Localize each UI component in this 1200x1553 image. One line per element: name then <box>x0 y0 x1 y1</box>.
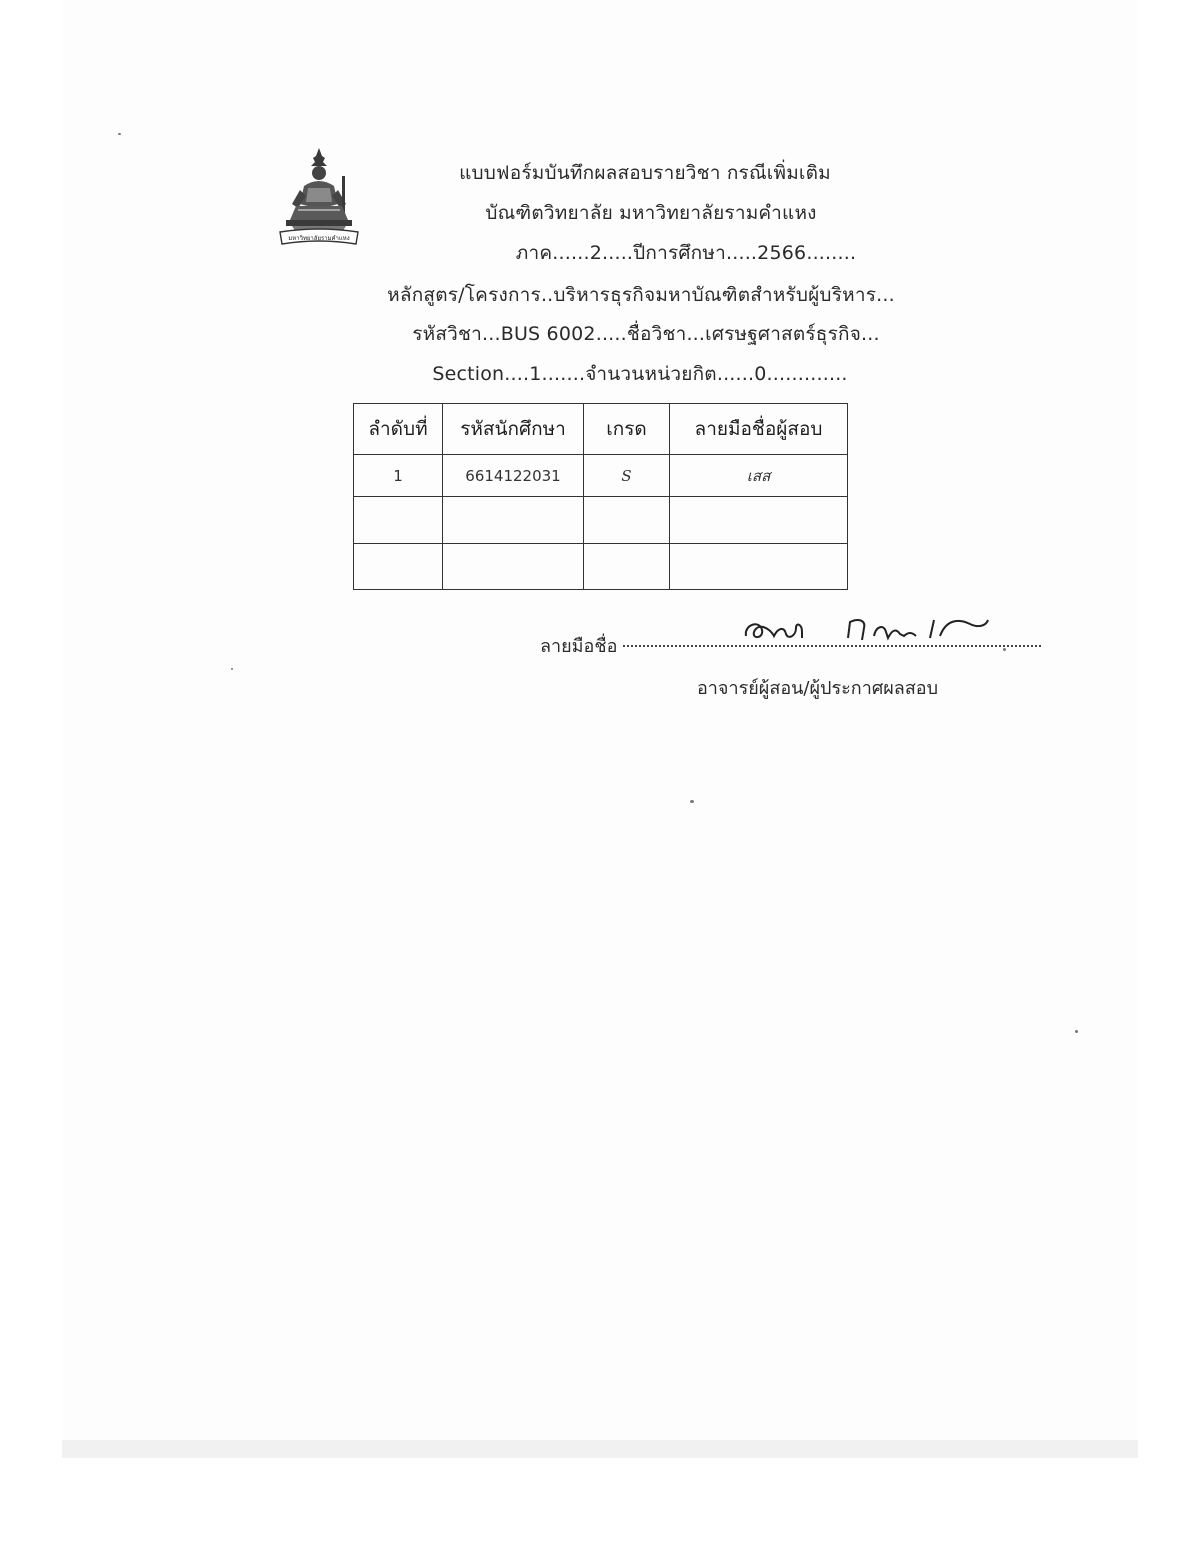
table-row <box>354 455 848 497</box>
cell-student-signature: เสส <box>670 455 848 497</box>
signature-label: ลายมือชื่อ <box>540 636 618 657</box>
program-line: หลักสูตร/โครงการ..บริหารธุรกิจมหาบัณฑิตสำหรับผู้บริหาร... <box>387 284 895 306</box>
cell-grade-handwritten: S <box>584 455 670 497</box>
logo-ribbon-text: มหาวิทยาลัยรามคำแหง <box>288 235 350 242</box>
column-header-signature: ลายมือชื่อผู้สอบ <box>670 404 848 455</box>
signature-text: ศิลป์ ภาคะเงิ <box>740 606 746 607</box>
cell-grade <box>584 497 670 543</box>
scan-speck <box>231 668 233 670</box>
section-credit-line: Section....1.......จำนวนหน่วยกิต......0............. <box>432 363 848 385</box>
scan-speck <box>1003 648 1006 651</box>
scan-speck <box>690 800 694 803</box>
cell-student-id <box>443 497 584 543</box>
scan-speck <box>1075 1030 1078 1033</box>
cell-order: 1 <box>354 455 443 497</box>
semester-year-line: ภาค......2.....ปีการศึกษา.....2566........ <box>515 242 857 264</box>
column-header-order: ลำดับที่ <box>354 404 443 455</box>
course-line: รหัสวิชา...BUS 6002.....ชื่อวิชา...เศรษฐศาสตร์ธุรกิจ... <box>412 323 880 345</box>
cell-student-id: 6614122031 <box>443 455 584 497</box>
cell-order <box>354 543 443 589</box>
table-row <box>354 497 848 543</box>
scan-edge <box>62 1440 1138 1458</box>
table-row <box>354 543 848 589</box>
cell-order <box>354 497 443 543</box>
cell-student-id <box>443 543 584 589</box>
cell-student-signature <box>670 543 848 589</box>
cell-grade <box>584 543 670 589</box>
instructor-signature <box>740 606 990 648</box>
scan-speck <box>118 133 121 135</box>
grade-table <box>353 403 848 590</box>
column-header-student-id: รหัสนักศึกษา <box>443 404 584 455</box>
column-header-grade: เกรด <box>584 404 670 455</box>
table-header-row <box>354 404 848 455</box>
graduate-school-name: บัณฑิตวิทยาลัย มหาวิทยาลัยรามคำแหง <box>485 202 817 224</box>
form-title: แบบฟอร์มบันทึกผลสอบรายวิชา กรณีเพิ่มเติม <box>459 162 831 184</box>
signer-role: อาจารย์ผู้สอน/ผู้ประกาศผลสอบ <box>697 678 939 699</box>
cell-student-signature <box>670 497 848 543</box>
